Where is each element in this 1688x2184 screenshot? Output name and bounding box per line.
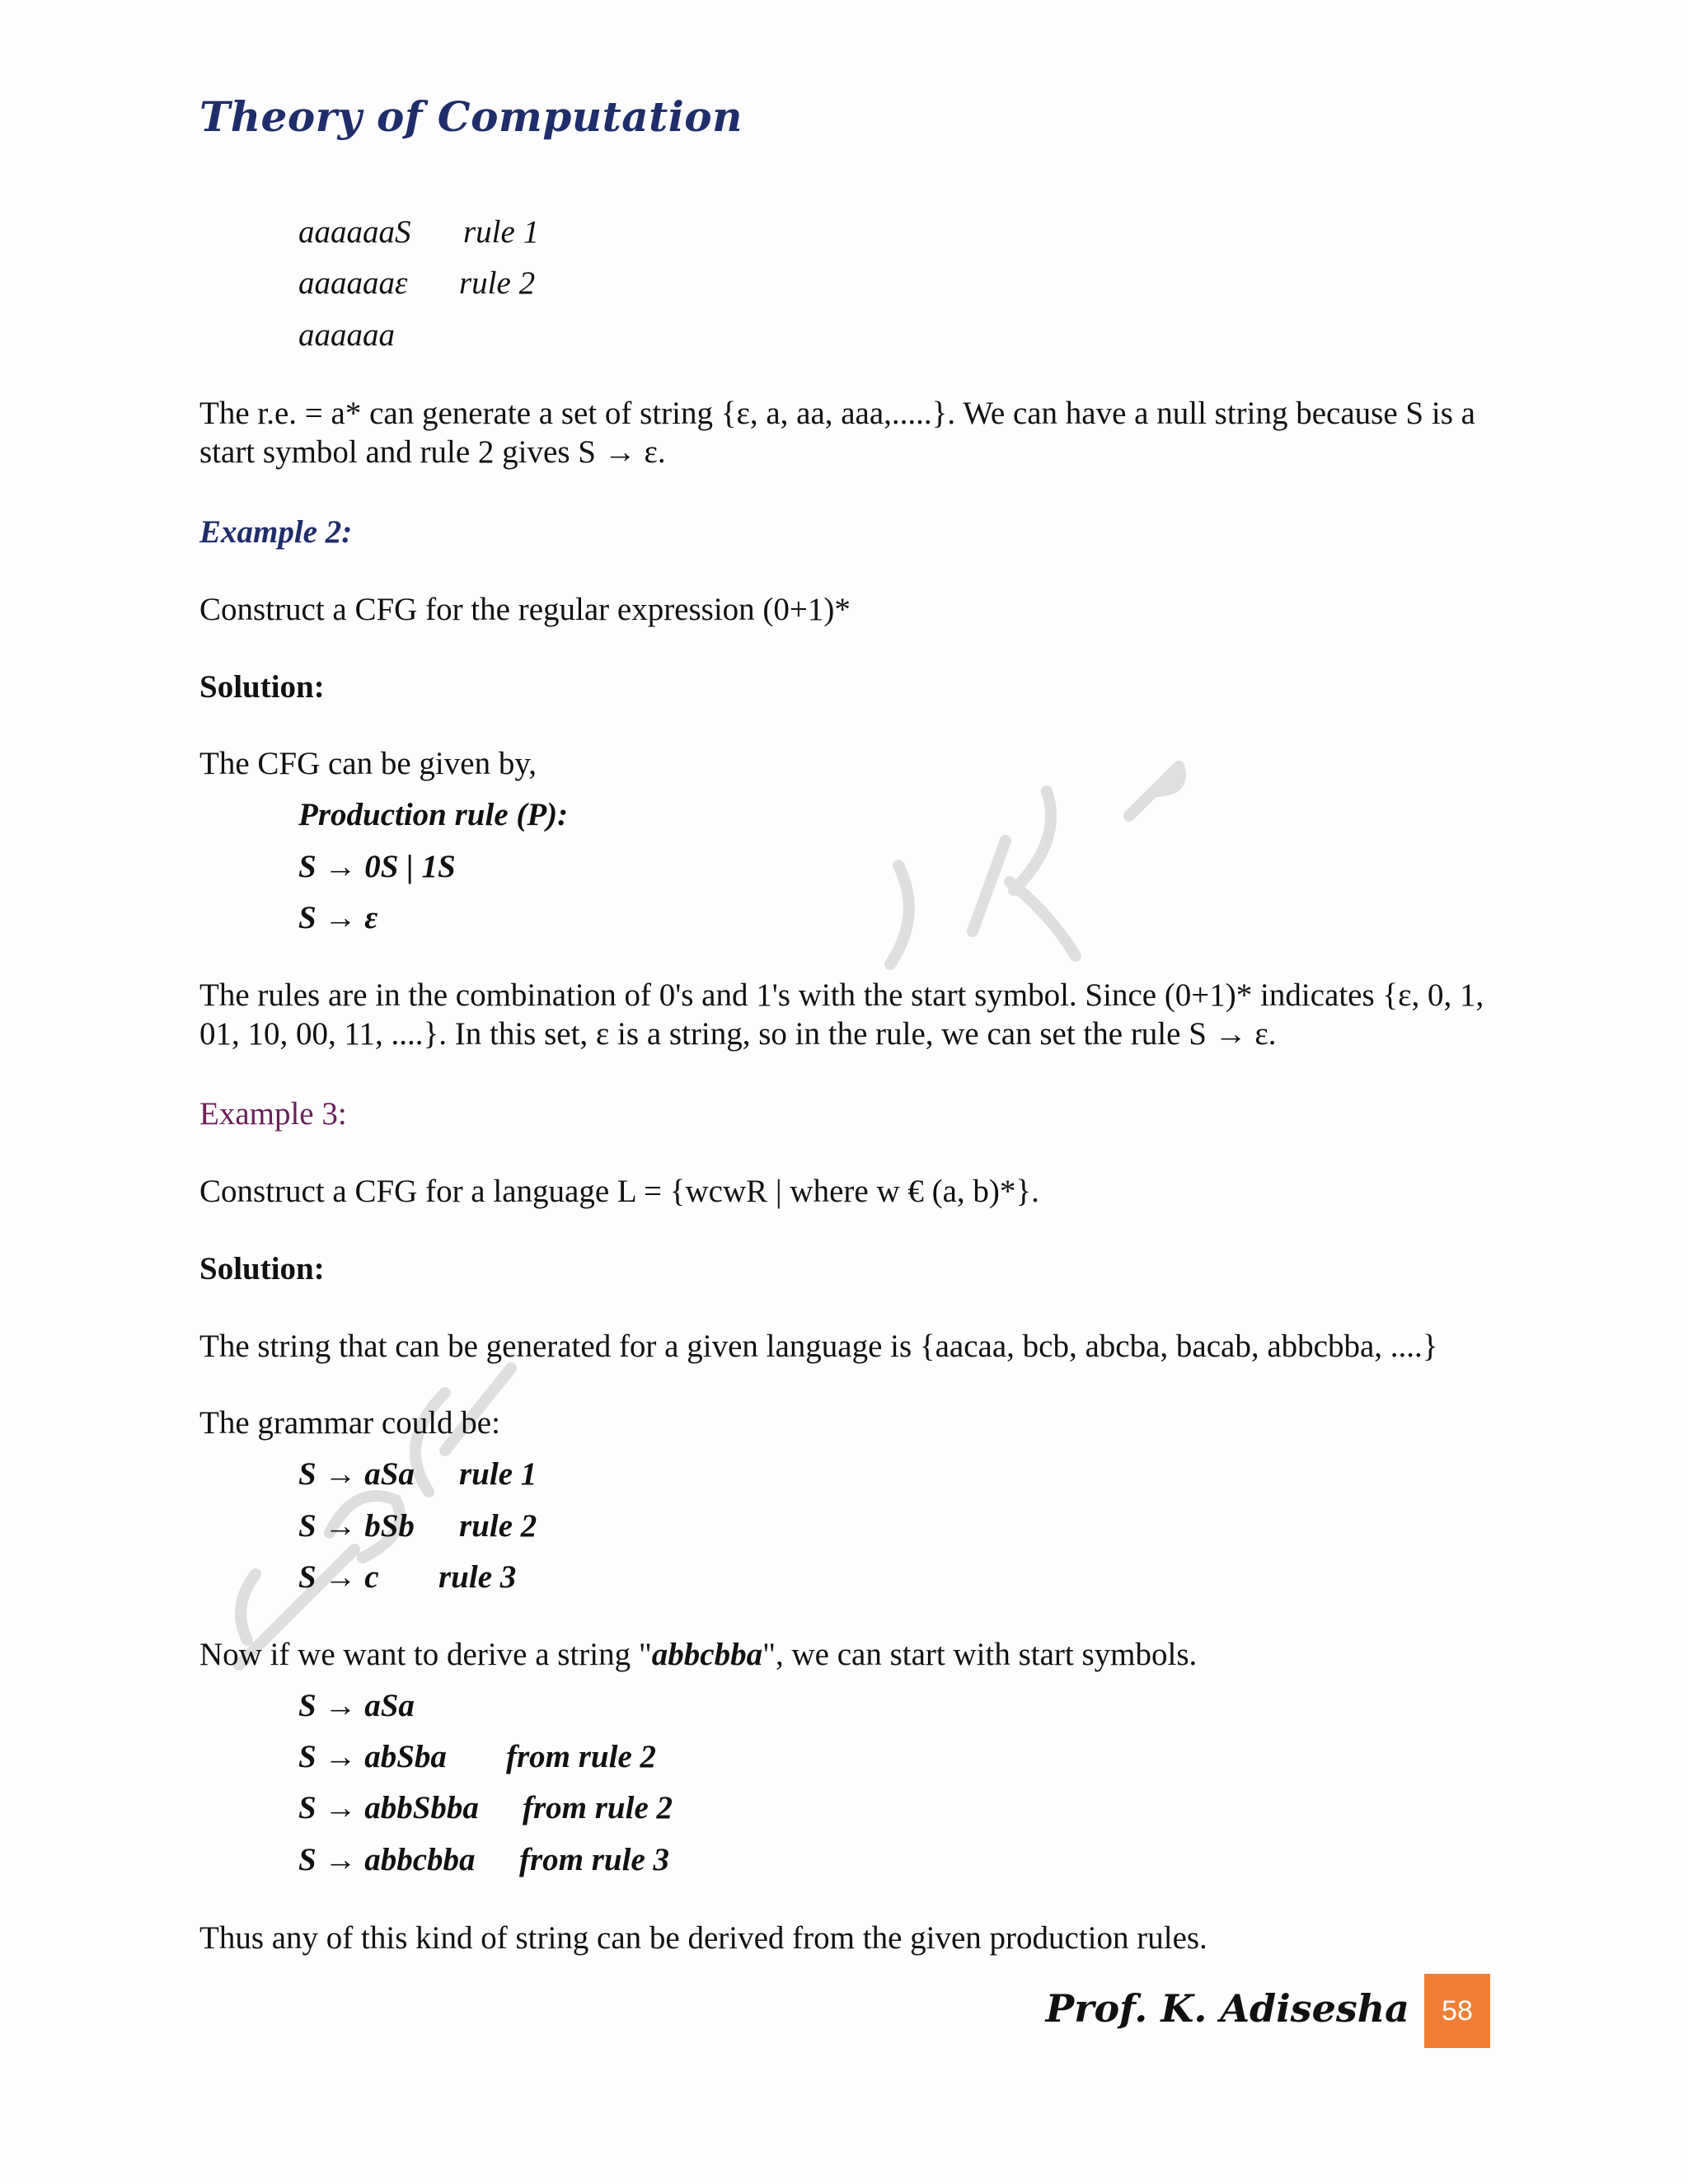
derivation-step	[298, 1840, 670, 1879]
page-number: 58	[1424, 1974, 1490, 2048]
grammar-rule: rule 3	[438, 1559, 517, 1595]
grammar-expr: S → c	[298, 1559, 379, 1595]
solution-label: Solution:	[199, 1251, 325, 1286]
grammar-rule: rule 2	[459, 1508, 537, 1544]
derivation-expr: S → abSba	[298, 1739, 447, 1774]
derivation-step	[298, 1737, 657, 1776]
running-header-title: Theory of Computation	[199, 92, 743, 141]
derivation-rule: rule 1	[463, 214, 540, 250]
solution-label: Solution:	[199, 669, 325, 705]
derivation-expr: S → abbSbba	[298, 1790, 479, 1825]
derive-text: Now if we want to derive a string "	[199, 1637, 652, 1672]
grammar-line	[298, 1507, 537, 1545]
derivation-step	[298, 1788, 673, 1827]
derivation-rule: rule 2	[459, 265, 536, 301]
example-question: Construct a CFG for the regular expression (0+1)*	[199, 592, 851, 627]
paragraph: The r.e. = a* can generate a set of string {ε, a, aa, aaa,.....}. We can have a null string because S is a start symbol and rule 2 gives S → ε.	[199, 396, 1475, 470]
derivation-line	[298, 213, 540, 251]
production-rule: S → 0S | 1S	[298, 849, 456, 884]
production-rule: S → ε	[298, 900, 378, 935]
derivation-rule: from rule 2	[523, 1790, 673, 1825]
derive-sentence	[199, 1635, 1197, 1674]
example-heading: Example 2:	[199, 514, 353, 550]
paragraph: The rules are in the combination of 0's and 1's with the start symbol. Since (0+1)* indicates {ε, 0, 1, 01, 10, 00, 11, ....}. In this set, ε is a string, so in the rule, we can set the rule S → ε.	[199, 977, 1484, 1052]
derivation-line	[298, 264, 536, 302]
derivation-rule: from rule 3	[519, 1842, 670, 1877]
grammar-line	[298, 1558, 517, 1596]
derivation-expr: aaaaaa	[298, 317, 395, 353]
derivation-rule: from rule 2	[506, 1739, 657, 1774]
grammar-expr: S → aSa	[298, 1456, 415, 1492]
derivation-step	[298, 1686, 415, 1725]
example-heading: Example 3:	[199, 1096, 347, 1132]
solution-intro: The CFG can be given by,	[199, 746, 537, 781]
grammar-expr: S → bSb	[298, 1508, 415, 1544]
derive-text: ", we can start with start symbols.	[762, 1637, 1198, 1672]
grammar-rule: rule 1	[459, 1456, 537, 1492]
derivation-line	[298, 316, 395, 354]
grammar-intro: The grammar could be:	[199, 1405, 500, 1441]
derivation-expr: aaaaaaS	[298, 214, 411, 250]
footer-author: Prof. K. Adisesha	[1045, 1986, 1409, 2031]
derivation-expr: S → aSa	[298, 1688, 415, 1723]
production-label: Production rule (P):	[298, 797, 569, 832]
example-question: Construct a CFG for a language L = {wcwR | where w € (a, b)*}.	[199, 1174, 1039, 1209]
grammar-line	[298, 1455, 537, 1493]
derivation-expr: aaaaaaε	[298, 265, 408, 301]
paragraph: The string that can be generated for a given language is {aacaa, bcb, abcba, bacab, abbcbba, ....}	[199, 1329, 1438, 1364]
conclusion: Thus any of this kind of string can be derived from the given production rules.	[199, 1920, 1207, 1956]
derive-word: abbcbba	[651, 1637, 763, 1672]
derivation-expr: S → abbcbba	[298, 1842, 476, 1877]
